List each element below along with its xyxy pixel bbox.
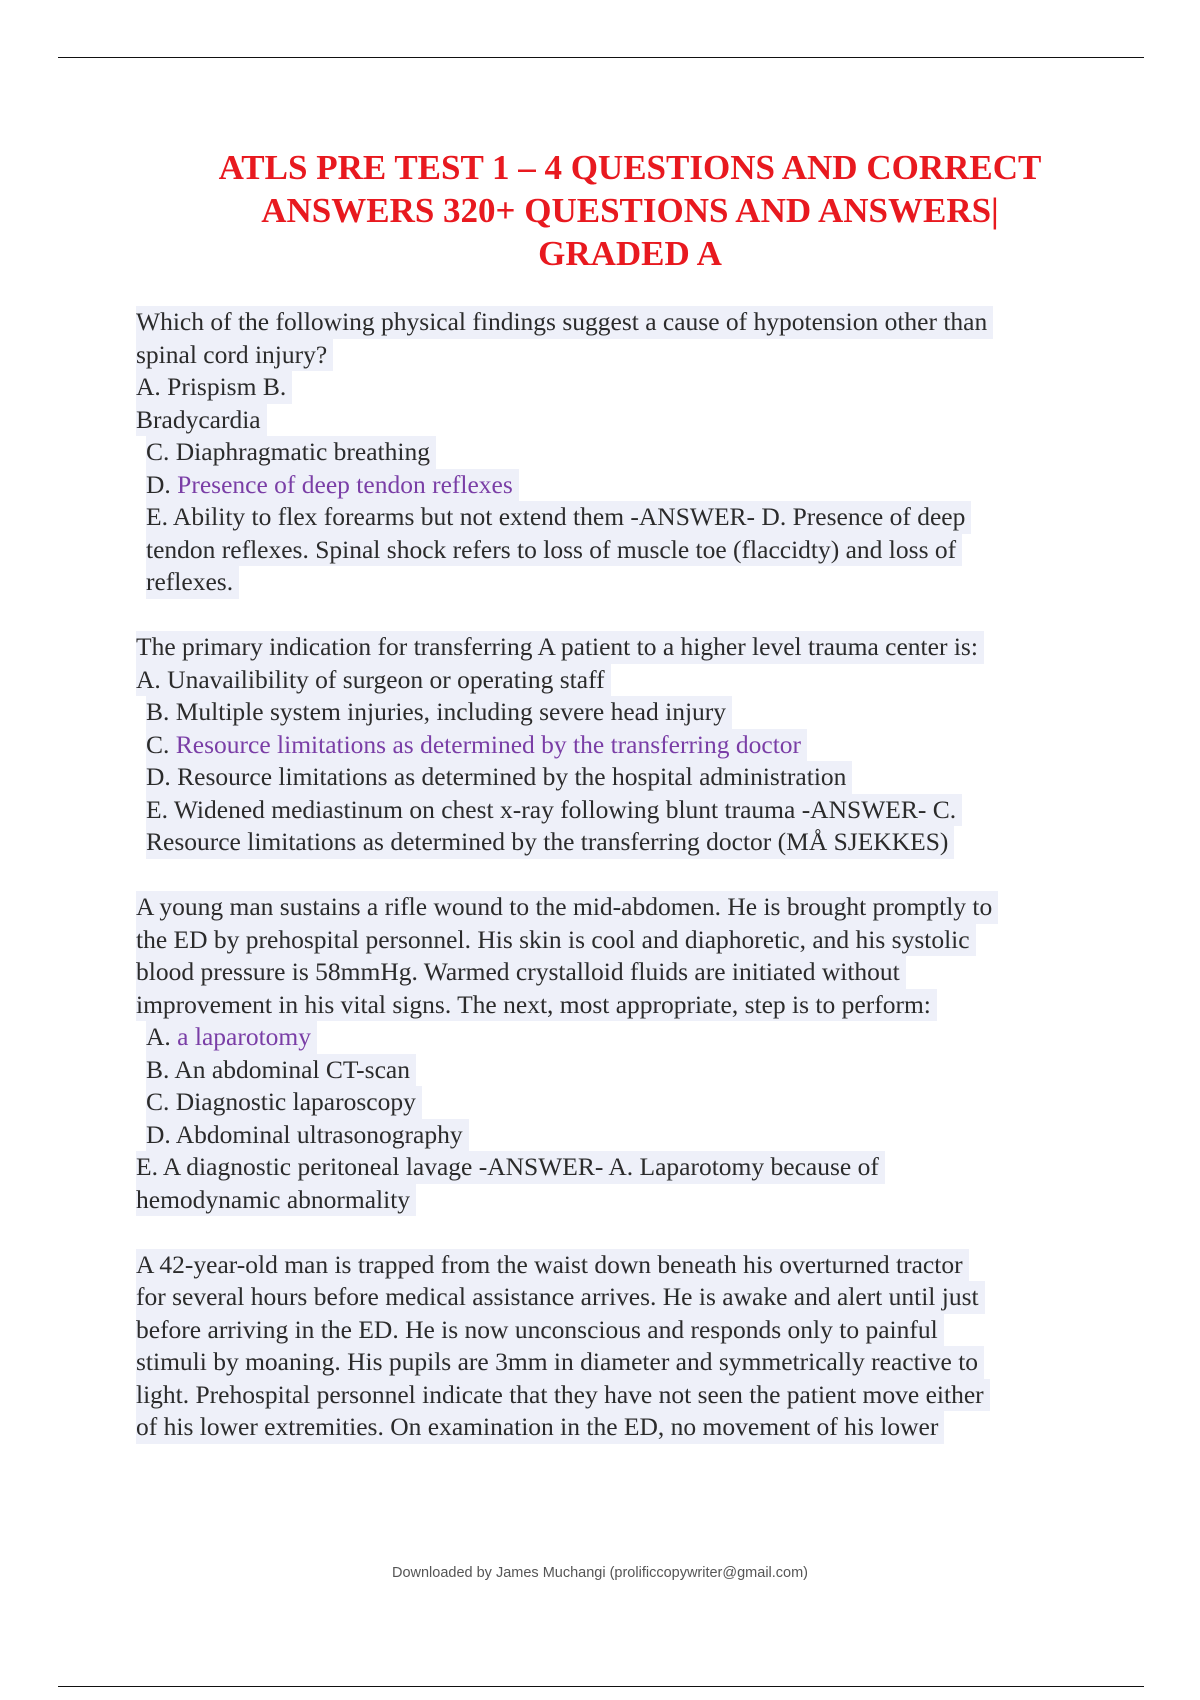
option-a: A. Unavailibility of surgeon or operating staff [136, 664, 611, 697]
option-c: C. Diaphragmatic breathing [146, 436, 436, 469]
option-b: B. An abdominal CT-scan [146, 1054, 416, 1087]
option-letter: D. [146, 469, 178, 499]
option-letter: A. [146, 1022, 178, 1051]
question-3 [136, 891, 1096, 1216]
option-e: E. A diagnostic peritoneal lavage -ANSWER- A. Laparotomy because of [136, 1151, 885, 1184]
option-e: E. Ability to flex forearms but not extend them -ANSWER- D. Presence of deep [146, 501, 971, 534]
question-1 [136, 306, 1096, 599]
question-text: The primary indication for transferring A patient to a higher level trauma center is: [136, 631, 984, 664]
bottom-rule [58, 1686, 1144, 1687]
explanation: hemodynamic abnormality [136, 1184, 416, 1217]
explanation: reflexes. [146, 566, 239, 599]
option-d [146, 469, 519, 502]
question-text: the ED by prehospital personnel. His skin is cool and diaphoretic, and his systolic [136, 924, 976, 957]
correct-answer-highlight: a laparotomy [177, 1022, 311, 1051]
correct-answer-highlight: Resource limitations as determined by the transferring doctor [175, 729, 802, 759]
question-text: for several hours before medical assistance arrives. He is awake and alert until just [136, 1281, 985, 1314]
question-text: blood pressure is 58mmHg. Warmed crystalloid fluids are initiated without [136, 956, 906, 989]
question-text: improvement in his vital signs. The next, most appropriate, step is to perform: [136, 989, 937, 1022]
option-d: D. Resource limitations as determined by the hospital administration [146, 761, 852, 794]
option-letter: C. [146, 729, 176, 759]
question-text: Which of the following physical findings suggest a cause of hypotension other than [136, 306, 993, 339]
question-text: of his lower extremities. On examination in the ED, no movement of his lower [136, 1411, 944, 1444]
title-line-1: ATLS PRE TEST 1 – 4 QUESTIONS AND CORRECT [218, 148, 1042, 187]
option-e: E. Widened mediastinum on chest x-ray following blunt trauma -ANSWER- C. [146, 794, 962, 827]
top-rule [58, 57, 1144, 58]
document-body [136, 306, 1096, 1476]
question-text: A 42-year-old man is trapped from the waist down beneath his overturned tractor [136, 1249, 969, 1282]
question-text: light. Prehospital personnel indicate that they have not seen the patient move either [136, 1379, 990, 1412]
option-c: C. Diagnostic laparoscopy [146, 1086, 422, 1119]
question-text: A young man sustains a rifle wound to the mid-abdomen. He is brought promptly to [136, 891, 998, 924]
question-text: spinal cord injury? [136, 339, 333, 372]
option-b-text: Bradycardia [136, 404, 267, 437]
option-a-b: A. Prispism B. [136, 371, 292, 404]
title-line-3: GRADED A [538, 234, 722, 273]
question-4 [136, 1249, 1096, 1444]
explanation: tendon reflexes. Spinal shock refers to loss of muscle toe (flaccidty) and loss of [146, 534, 962, 567]
option-d: D. Abdominal ultrasonography [146, 1119, 469, 1152]
question-text: stimuli by moaning. His pupils are 3mm in diameter and symmetrically reactive to [136, 1346, 984, 1379]
question-text: before arriving in the ED. He is now unconscious and responds only to painful [136, 1314, 944, 1347]
explanation: Resource limitations as determined by the transferring doctor (MÅ SJEKKES) [146, 826, 954, 859]
option-c [146, 729, 807, 762]
option-b: B. Multiple system injuries, including severe head injury [146, 696, 732, 729]
question-2 [136, 631, 1096, 859]
title-line-2: ANSWERS 320+ QUESTIONS AND ANSWERS| [261, 191, 999, 230]
option-a [146, 1021, 317, 1054]
document-title [130, 146, 1130, 275]
download-footer: Downloaded by James Muchangi (prolificcopywriter@gmail.com) [391, 1565, 809, 1581]
correct-answer-highlight: Presence of deep tendon reflexes [177, 469, 513, 499]
